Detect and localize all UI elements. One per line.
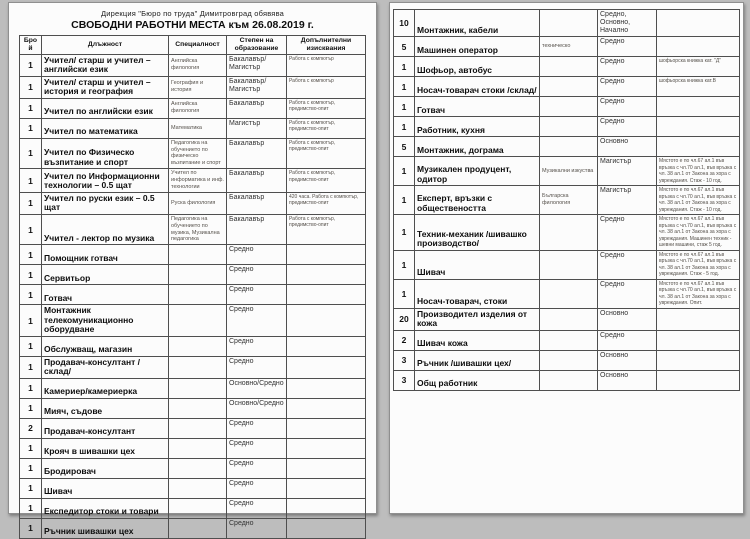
cell-specialty <box>169 518 227 538</box>
cell-education: Средно <box>227 458 287 478</box>
cell-requirements <box>657 370 740 390</box>
cell-position: Бродировач <box>42 458 169 478</box>
table-row <box>394 97 740 117</box>
table-row <box>20 418 366 438</box>
cell-education: Основно <box>598 350 657 370</box>
cell-position: Учител по руски език – 0.5 щат <box>42 192 169 214</box>
cell-specialty <box>540 10 598 37</box>
cell-count: 1 <box>394 250 415 279</box>
cell-position: Ръчник /шивашки цех/ <box>415 350 540 370</box>
cell-specialty: Английска филология <box>169 98 227 118</box>
cell-specialty <box>169 285 227 305</box>
cell-education: Основно/Средно <box>227 378 287 398</box>
cell-position: Учител/ старш и учител – английски език <box>42 54 169 76</box>
table-header-row <box>20 36 366 55</box>
cell-count: 1 <box>394 279 415 308</box>
cell-education: Магистър <box>598 186 657 215</box>
cell-requirements: Мястото е по чл.67 ал.1 във връзка с чл.70 ал.1, във връзка с чл. 38 ал.1 от Закона за хора с увреждания. Опит. <box>657 279 740 308</box>
cell-education: Средно <box>598 117 657 137</box>
cell-education: Средно, Основно, Начално <box>598 10 657 37</box>
cell-education: Средно <box>227 336 287 356</box>
cell-count: 1 <box>20 98 42 118</box>
cell-specialty <box>540 117 598 137</box>
cell-position: Ръчник шивашки цех <box>42 518 169 538</box>
table-row <box>20 398 366 418</box>
cell-education: Средно <box>598 330 657 350</box>
cell-specialty <box>169 478 227 498</box>
cell-count: 1 <box>394 77 415 97</box>
cell-position: Камериер/камериерка <box>42 378 169 398</box>
table-row <box>20 169 366 193</box>
cell-requirements <box>287 478 366 498</box>
table-row <box>394 370 740 390</box>
cell-requirements <box>657 10 740 37</box>
cell-education: Бакалавър <box>227 98 287 118</box>
table-row <box>20 478 366 498</box>
cell-position: Музикален продуцент, одитор <box>415 157 540 186</box>
cell-position: Работник, кухня <box>415 117 540 137</box>
cell-education: Бакалавър/ Магистър <box>227 76 287 98</box>
cell-position: Монтажник телекомуникационно оборудване <box>42 305 169 337</box>
cell-specialty <box>169 458 227 478</box>
column-header-1: Длъжност <box>42 36 169 55</box>
cell-requirements <box>657 97 740 117</box>
cell-requirements: Мястото е по чл.67 ал.1 във връзка с чл.70 ал.1, във връзка с чл. 38 ал.1 от Закона за хора с увреждания. Стаж - 10 год. <box>657 186 740 215</box>
table-row <box>394 37 740 57</box>
column-header-2: Специалност <box>169 36 227 55</box>
cell-education: Бакалавър <box>227 138 287 169</box>
cell-count: 1 <box>20 498 42 518</box>
cell-position: Общ работник <box>415 370 540 390</box>
cell-requirements <box>287 356 366 378</box>
table-row <box>20 76 366 98</box>
cell-education: Средно <box>598 250 657 279</box>
cell-specialty <box>169 265 227 285</box>
cell-position: Учител по Физическо възпитание и спорт <box>42 138 169 169</box>
cell-requirements <box>287 418 366 438</box>
cell-count: 1 <box>20 76 42 98</box>
cell-count: 1 <box>20 518 42 538</box>
cell-count: 5 <box>394 37 415 57</box>
cell-specialty <box>169 245 227 265</box>
table-row <box>20 498 366 518</box>
cell-count: 1 <box>20 265 42 285</box>
cell-specialty: География и история <box>169 76 227 98</box>
table-row <box>394 250 740 279</box>
cell-specialty <box>540 77 598 97</box>
cell-count: 1 <box>394 57 415 77</box>
cell-education: Средно <box>227 498 287 518</box>
cell-count: 1 <box>394 186 415 215</box>
cell-count: 3 <box>394 370 415 390</box>
page-1 <box>8 2 377 537</box>
table-row <box>394 215 740 251</box>
cell-position: Монтажник, кабели <box>415 10 540 37</box>
cell-requirements <box>657 350 740 370</box>
table-row <box>20 518 366 538</box>
cell-education: Бакалавър/ Магистър <box>227 54 287 76</box>
cell-position: Продавач-консултант <box>42 418 169 438</box>
cell-position: Производител изделия от кожа <box>415 308 540 330</box>
cell-position: Помощник готвач <box>42 245 169 265</box>
cell-count: 1 <box>20 245 42 265</box>
cell-education: Средно <box>598 37 657 57</box>
table-row <box>20 336 366 356</box>
table-row <box>20 214 366 245</box>
cell-count: 1 <box>20 138 42 169</box>
cell-requirements <box>287 285 366 305</box>
cell-specialty <box>169 336 227 356</box>
cell-count: 1 <box>20 378 42 398</box>
table-row <box>20 138 366 169</box>
cell-requirements <box>657 137 740 157</box>
cell-position: Мияч, съдове <box>42 398 169 418</box>
cell-count: 1 <box>20 192 42 214</box>
cell-count: 1 <box>20 356 42 378</box>
cell-education: Бакалавър <box>227 192 287 214</box>
cell-requirements <box>287 498 366 518</box>
cell-specialty <box>540 57 598 77</box>
cell-specialty: Музикални изкуства <box>540 157 598 186</box>
cell-requirements <box>287 336 366 356</box>
cell-education: Средно <box>598 97 657 117</box>
cell-count: 3 <box>394 350 415 370</box>
cell-position: Шивач кожа <box>415 330 540 350</box>
cell-requirements <box>287 518 366 538</box>
table-row <box>20 438 366 458</box>
cell-specialty <box>540 370 598 390</box>
cell-count: 1 <box>20 169 42 193</box>
cell-education: Средно <box>227 356 287 378</box>
cell-position: Готвач <box>415 97 540 117</box>
cell-count: 2 <box>394 330 415 350</box>
cell-specialty: Педагогика на обучението по музика, Музикална педагогика <box>169 214 227 245</box>
table-row <box>394 77 740 97</box>
cell-education: Основно <box>598 137 657 157</box>
cell-position: Носач-товарач стоки /склад/ <box>415 77 540 97</box>
cell-requirements: Работа с компютър, предимство-опит <box>287 98 366 118</box>
cell-position: Учител по Информационни технологии – 0.5 щат <box>42 169 169 193</box>
cell-specialty <box>169 398 227 418</box>
cell-requirements: Работа с компютър, предимство-опит <box>287 169 366 193</box>
cell-requirements <box>287 245 366 265</box>
cell-count: 1 <box>394 215 415 251</box>
cell-education: Средно <box>227 265 287 285</box>
cell-position: Учител по английски език <box>42 98 169 118</box>
cell-count: 1 <box>20 458 42 478</box>
cell-count: 1 <box>20 336 42 356</box>
cell-position: Шивач <box>415 250 540 279</box>
table-row <box>20 378 366 398</box>
cell-count: 1 <box>394 97 415 117</box>
cell-position: Готвач <box>42 285 169 305</box>
cell-position: Сервитьор <box>42 265 169 285</box>
cell-education: Бакалавър <box>227 214 287 245</box>
vacancies-table-page-1 <box>19 35 366 539</box>
cell-specialty <box>169 418 227 438</box>
cell-education: Основно/Средно <box>227 398 287 418</box>
cell-education: Средно <box>227 438 287 458</box>
cell-requirements <box>287 305 366 337</box>
cell-position: Крояч в шивашки цех <box>42 438 169 458</box>
cell-count: 1 <box>20 54 42 76</box>
cell-requirements: Мястото е по чл.67 ал.1 във връзка с чл.70 ал.1, във връзка с чл. 38 ал.1 от Закона за хора с увреждания. Стаж - 5 год. <box>657 250 740 279</box>
cell-education: Средно <box>598 215 657 251</box>
cell-requirements: Работа с компютър, предимство-опит <box>287 138 366 169</box>
cell-position: Машинен оператор <box>415 37 540 57</box>
table-row <box>20 305 366 337</box>
cell-specialty <box>540 308 598 330</box>
table-row <box>394 330 740 350</box>
cell-position: Учител по математика <box>42 118 169 138</box>
table-row <box>20 118 366 138</box>
cell-requirements <box>657 308 740 330</box>
column-header-3: Степен на образование <box>227 36 287 55</box>
cell-position: Обслужващ, магазин <box>42 336 169 356</box>
cell-count: 5 <box>394 137 415 157</box>
cell-requirements: 420 часа. Работа с компютър, предимство-опит <box>287 192 366 214</box>
document-subtitle: Дирекция "Бюро по труда" Димитровград обявява <box>100 9 285 18</box>
cell-count: 1 <box>20 438 42 458</box>
cell-requirements <box>287 265 366 285</box>
page-2 <box>389 2 744 514</box>
cell-requirements: шофьорска книжка кат. "Д" <box>657 57 740 77</box>
cell-requirements <box>657 117 740 137</box>
cell-education: Средно <box>227 285 287 305</box>
cell-requirements: Мястото е по чл.67 ал.1 във връзка с чл.70 ал.1, във връзка с чл. 38 ал.1 от Закона за хора с увреждания. Стаж - 10 год. <box>657 157 740 186</box>
cell-education: Средно <box>227 418 287 438</box>
cell-specialty <box>540 350 598 370</box>
table-row <box>20 356 366 378</box>
cell-specialty <box>540 250 598 279</box>
cell-education: Основно <box>598 308 657 330</box>
cell-requirements: Работа с компютър <box>287 54 366 76</box>
cell-specialty: Учител по информатика и инф. технологии <box>169 169 227 193</box>
cell-specialty <box>540 279 598 308</box>
table-row <box>20 245 366 265</box>
cell-specialty: Педагогика на обучението по физическо възпитание и спорт <box>169 138 227 169</box>
cell-count: 1 <box>20 214 42 245</box>
table-row <box>20 458 366 478</box>
cell-specialty <box>540 215 598 251</box>
table-row <box>394 350 740 370</box>
cell-specialty: Английска филология <box>169 54 227 76</box>
table-row <box>20 98 366 118</box>
cell-education: Средно <box>227 305 287 337</box>
cell-count: 1 <box>394 157 415 186</box>
cell-requirements <box>657 37 740 57</box>
cell-education: Средно <box>598 57 657 77</box>
document-header <box>9 9 376 31</box>
table-row <box>20 265 366 285</box>
cell-requirements: Работа с компютър <box>287 76 366 98</box>
cell-position: Шивач <box>42 478 169 498</box>
cell-specialty: Руска филология <box>169 192 227 214</box>
cell-education: Основно <box>598 370 657 390</box>
cell-education: Средно <box>227 478 287 498</box>
cell-education: Магистър <box>598 157 657 186</box>
cell-position: Носач-товарач, стоки <box>415 279 540 308</box>
table-row <box>394 57 740 77</box>
cell-requirements <box>287 378 366 398</box>
cell-requirements <box>287 398 366 418</box>
cell-position: Учител/ старш и учител – история и география <box>42 76 169 98</box>
cell-position: Продавач-консултант /склад/ <box>42 356 169 378</box>
column-header-0: Брой <box>20 36 42 55</box>
table-row <box>20 54 366 76</box>
cell-requirements <box>657 330 740 350</box>
cell-requirements: Работа с компютър, предимство-опит <box>287 118 366 138</box>
cell-count: 1 <box>394 117 415 137</box>
cell-count: 1 <box>20 478 42 498</box>
cell-specialty <box>540 330 598 350</box>
table-row <box>394 10 740 37</box>
cell-requirements: шофьорска книжка кат.В <box>657 77 740 97</box>
cell-position: Учител - лектор по музика <box>42 214 169 245</box>
cell-education: Магистър <box>227 118 287 138</box>
document-title: СВОБОДНИ РАБОТНИ МЕСТА към 26.08.2019 г. <box>71 19 314 31</box>
table-row <box>394 137 740 157</box>
cell-education: Бакалавър <box>227 169 287 193</box>
cell-specialty: Математика <box>169 118 227 138</box>
cell-count: 1 <box>20 398 42 418</box>
cell-count: 1 <box>20 118 42 138</box>
cell-requirements: Мястото е по чл.67 ал.1 във връзка с чл.70 ал.1, във връзка с чл. 38 ал.1 от Закона за хора с увреждания. Машинен техник - шевни машини, стаж 5 год. <box>657 215 740 251</box>
cell-count: 10 <box>394 10 415 37</box>
table-row <box>20 192 366 214</box>
cell-specialty: Българска филология <box>540 186 598 215</box>
cell-specialty <box>169 305 227 337</box>
cell-requirements <box>287 438 366 458</box>
cell-education: Средно <box>598 77 657 97</box>
table-row <box>394 157 740 186</box>
cell-education: Средно <box>598 279 657 308</box>
vacancies-table-page-2 <box>393 9 740 391</box>
cell-count: 20 <box>394 308 415 330</box>
column-header-4: Допълнителни изисквания <box>287 36 366 55</box>
cell-specialty <box>169 438 227 458</box>
table-row <box>394 279 740 308</box>
cell-requirements: Работа с компютър, предимство-опит <box>287 214 366 245</box>
cell-position: Шофьор, автобус <box>415 57 540 77</box>
cell-specialty: техническо <box>540 37 598 57</box>
table-row <box>394 186 740 215</box>
cell-count: 1 <box>20 305 42 337</box>
table-row <box>20 285 366 305</box>
cell-position: Монтажник, дограма <box>415 137 540 157</box>
table-row <box>394 117 740 137</box>
cell-count: 2 <box>20 418 42 438</box>
cell-requirements <box>287 458 366 478</box>
cell-education: Средно <box>227 518 287 538</box>
cell-position: Експерт, връзки с обществеността <box>415 186 540 215</box>
cell-specialty <box>169 378 227 398</box>
cell-position: Техник-механик /шивашко производство/ <box>415 215 540 251</box>
cell-position: Експедитор стоки и товари <box>42 498 169 518</box>
cell-specialty <box>540 137 598 157</box>
cell-education: Средно <box>227 245 287 265</box>
table-row <box>394 308 740 330</box>
cell-specialty <box>169 356 227 378</box>
cell-specialty <box>540 97 598 117</box>
cell-count: 1 <box>20 285 42 305</box>
cell-specialty <box>169 498 227 518</box>
